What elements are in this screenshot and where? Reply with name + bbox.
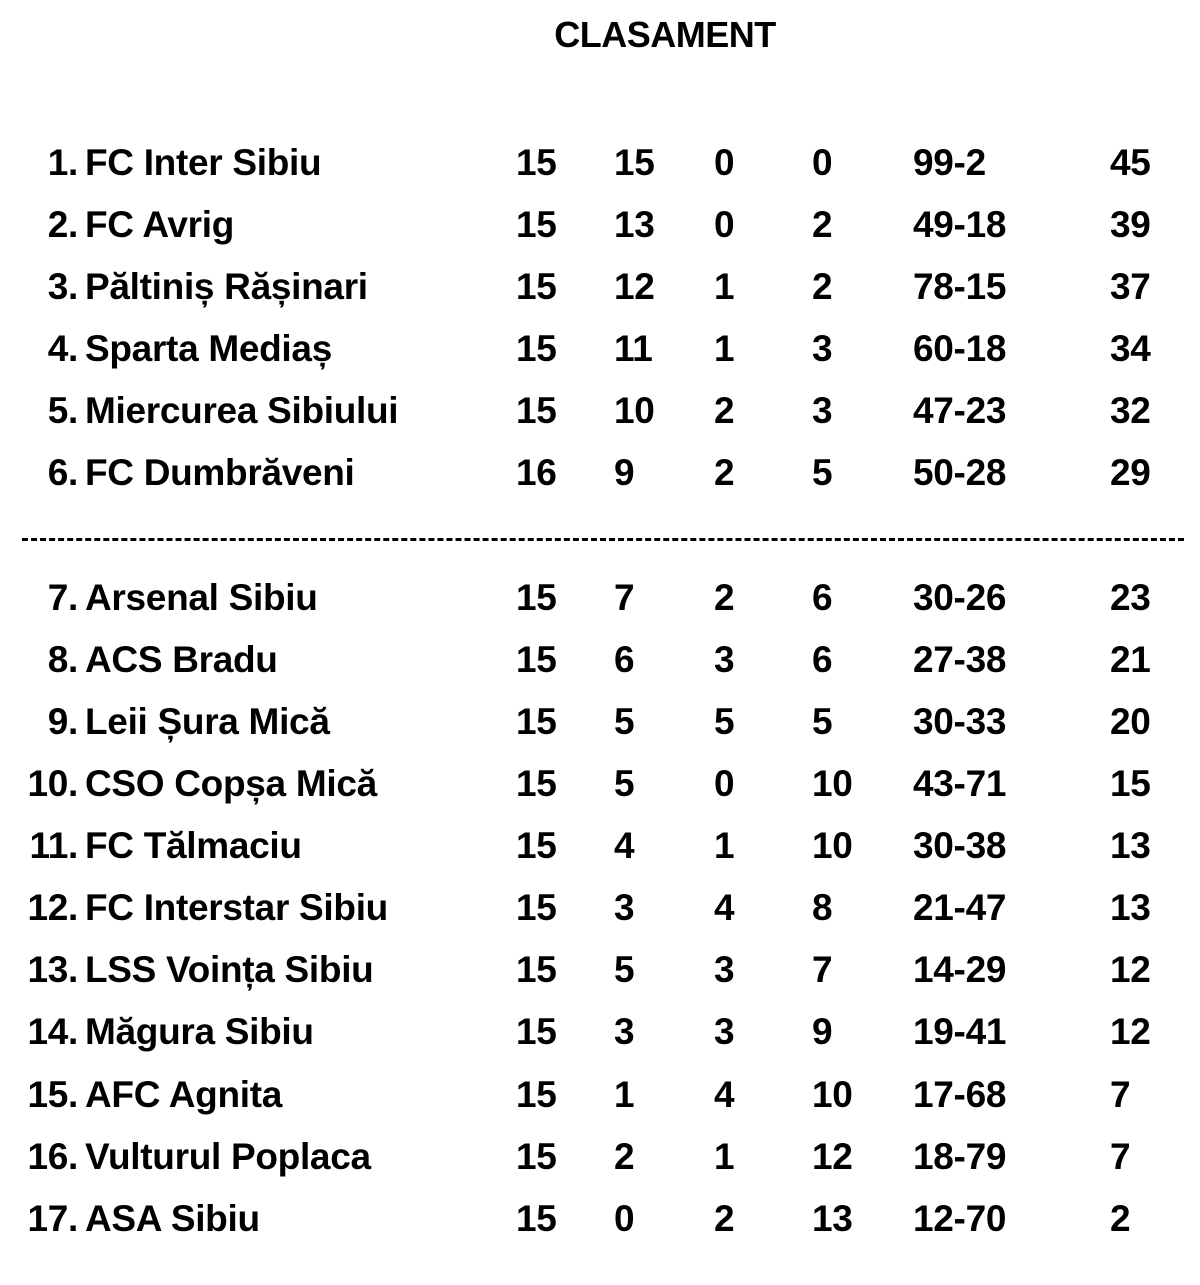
matches-played: 15 (516, 390, 557, 431)
matches-played: 15 (516, 701, 557, 742)
team-name: CSO Copșa Mică (85, 763, 377, 804)
team-name: FC Inter Sibiu (85, 142, 322, 183)
position: 9. (47, 701, 78, 742)
position: 1. (47, 142, 78, 183)
table-row (0, 1133, 1200, 1181)
table-row (0, 139, 1200, 187)
team-name: FC Dumbrăveni (85, 452, 355, 493)
team-name: LSS Voința Sibiu (85, 949, 374, 990)
wins: 15 (614, 142, 655, 183)
goal-difference: 60-18 (913, 328, 1007, 369)
losses: 7 (812, 949, 833, 990)
matches-played: 16 (516, 452, 557, 493)
table-row (0, 1071, 1200, 1119)
matches-played: 15 (516, 142, 557, 183)
draws: 0 (714, 763, 735, 804)
points: 15 (1110, 763, 1151, 804)
losses: 8 (812, 887, 833, 928)
goal-difference: 30-26 (913, 577, 1007, 618)
table-row (0, 449, 1200, 497)
matches-played: 15 (516, 577, 557, 618)
goal-difference: 21-47 (913, 887, 1007, 928)
wins: 3 (614, 887, 635, 928)
points: 21 (1110, 639, 1151, 680)
draws: 1 (714, 266, 735, 307)
matches-played: 15 (516, 1136, 557, 1177)
goal-difference: 43-71 (913, 763, 1007, 804)
points: 20 (1110, 701, 1151, 742)
goal-difference: 47-23 (913, 390, 1007, 431)
points: 7 (1110, 1136, 1131, 1177)
page-title: CLASAMENT (554, 14, 776, 55)
divider-line (22, 538, 1184, 541)
position: 7. (47, 577, 78, 618)
goal-difference: 30-33 (913, 701, 1007, 742)
table-row (0, 325, 1200, 373)
team-name: FC Avrig (85, 204, 235, 245)
table-row (0, 760, 1200, 808)
matches-played: 15 (516, 1198, 557, 1239)
team-name: Arsenal Sibiu (85, 577, 318, 618)
wins: 7 (614, 577, 635, 618)
matches-played: 15 (516, 266, 557, 307)
position: 10. (27, 763, 78, 804)
losses: 0 (812, 142, 833, 183)
wins: 5 (614, 701, 635, 742)
table-row (0, 822, 1200, 870)
losses: 10 (812, 1074, 853, 1115)
team-name: Păltiniș Rășinari (85, 266, 368, 307)
draws: 3 (714, 1011, 735, 1052)
losses: 13 (812, 1198, 853, 1239)
points: 32 (1110, 390, 1151, 431)
matches-played: 15 (516, 328, 557, 369)
goal-difference: 19-41 (913, 1011, 1007, 1052)
matches-played: 15 (516, 639, 557, 680)
position: 4. (47, 328, 78, 369)
goal-difference: 50-28 (913, 452, 1007, 493)
points: 7 (1110, 1074, 1131, 1115)
position: 2. (47, 204, 78, 245)
matches-played: 15 (516, 825, 557, 866)
goal-difference: 14-29 (913, 949, 1007, 990)
team-name: Sparta Mediaș (85, 328, 332, 369)
losses: 2 (812, 266, 833, 307)
losses: 10 (812, 763, 853, 804)
table-row (0, 263, 1200, 311)
losses: 6 (812, 577, 833, 618)
table-row (0, 1195, 1200, 1243)
team-name: Leii Șura Mică (85, 701, 330, 742)
wins: 4 (614, 825, 635, 866)
losses: 6 (812, 639, 833, 680)
position: 8. (47, 639, 78, 680)
goal-difference: 18-79 (913, 1136, 1007, 1177)
losses: 3 (812, 328, 833, 369)
table-row (0, 884, 1200, 932)
draws: 0 (714, 204, 735, 245)
team-name: Vulturul Poplaca (85, 1136, 371, 1177)
wins: 3 (614, 1011, 635, 1052)
matches-played: 15 (516, 887, 557, 928)
position: 13. (27, 949, 78, 990)
wins: 2 (614, 1136, 635, 1177)
draws: 0 (714, 142, 735, 183)
table-row (0, 946, 1200, 994)
team-name: ACS Bradu (85, 639, 278, 680)
losses: 5 (812, 452, 833, 493)
points: 13 (1110, 887, 1151, 928)
team-name: Măgura Sibiu (85, 1011, 314, 1052)
points: 34 (1110, 328, 1151, 369)
matches-played: 15 (516, 1074, 557, 1115)
wins: 1 (614, 1074, 635, 1115)
points: 29 (1110, 452, 1151, 493)
draws: 1 (714, 1136, 735, 1177)
draws: 3 (714, 639, 735, 680)
wins: 6 (614, 639, 635, 680)
table-row (0, 636, 1200, 684)
losses: 12 (812, 1136, 853, 1177)
points: 12 (1110, 949, 1151, 990)
goal-difference: 27-38 (913, 639, 1007, 680)
team-name: ASA Sibiu (85, 1198, 260, 1239)
draws: 1 (714, 825, 735, 866)
goal-difference: 78-15 (913, 266, 1007, 307)
team-name: FC Tălmaciu (85, 825, 302, 866)
draws: 1 (714, 328, 735, 369)
draws: 4 (714, 1074, 735, 1115)
matches-played: 15 (516, 1011, 557, 1052)
table-row (0, 698, 1200, 746)
wins: 10 (614, 390, 655, 431)
goal-difference: 30-38 (913, 825, 1007, 866)
wins: 11 (614, 328, 653, 369)
points: 2 (1110, 1198, 1131, 1239)
wins: 5 (614, 949, 635, 990)
team-name: FC Interstar Sibiu (85, 887, 388, 928)
position: 12. (27, 887, 78, 928)
points: 13 (1110, 825, 1151, 866)
position: 15. (27, 1074, 78, 1115)
draws: 2 (714, 390, 735, 431)
matches-played: 15 (516, 763, 557, 804)
draws: 2 (714, 577, 735, 618)
wins: 0 (614, 1198, 635, 1239)
position: 3. (47, 266, 78, 307)
table-row (0, 1008, 1200, 1056)
goal-difference: 49-18 (913, 204, 1007, 245)
position: 11. (29, 825, 78, 866)
matches-played: 15 (516, 949, 557, 990)
points: 12 (1110, 1011, 1151, 1052)
wins: 5 (614, 763, 635, 804)
draws: 3 (714, 949, 735, 990)
losses: 3 (812, 390, 833, 431)
position: 14. (27, 1011, 78, 1052)
position: 17. (27, 1198, 78, 1239)
goal-difference: 99-2 (913, 142, 986, 183)
points: 37 (1110, 266, 1151, 307)
table-row (0, 201, 1200, 249)
goal-difference: 12-70 (913, 1198, 1007, 1239)
points: 23 (1110, 577, 1151, 618)
draws: 5 (714, 701, 735, 742)
wins: 9 (614, 452, 635, 493)
table-row (0, 387, 1200, 435)
losses: 9 (812, 1011, 833, 1052)
draws: 2 (714, 452, 735, 493)
goal-difference: 17-68 (913, 1074, 1007, 1115)
points: 39 (1110, 204, 1151, 245)
table-row (0, 574, 1200, 622)
wins: 12 (614, 266, 655, 307)
draws: 2 (714, 1198, 735, 1239)
losses: 5 (812, 701, 833, 742)
team-name: Miercurea Sibiului (85, 390, 399, 431)
points: 45 (1110, 142, 1151, 183)
position: 16. (27, 1136, 78, 1177)
draws: 4 (714, 887, 735, 928)
losses: 10 (812, 825, 853, 866)
losses: 2 (812, 204, 833, 245)
position: 5. (47, 390, 78, 431)
wins: 13 (614, 204, 655, 245)
matches-played: 15 (516, 204, 557, 245)
team-name: AFC Agnita (85, 1074, 283, 1115)
position: 6. (47, 452, 78, 493)
